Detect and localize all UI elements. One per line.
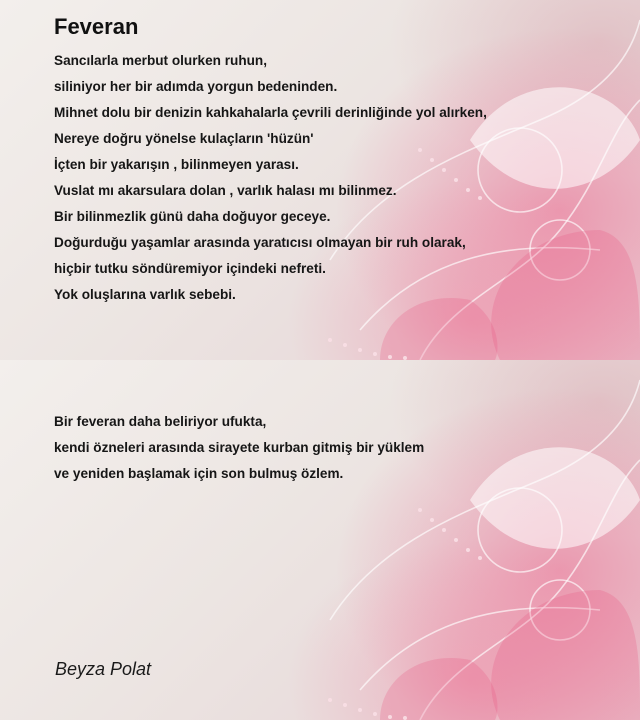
- poem-line: siliniyor her bir adımda yorgun bedeninden.: [54, 79, 338, 94]
- poem-line: Mihnet dolu bir denizin kahkahalarla çevrili derinliğinde yol alırken,: [54, 105, 487, 120]
- poem-line: hiçbir tutku söndüremiyor içindeki nefreti.: [54, 261, 326, 276]
- poem-line: Yok oluşlarına varlık sebebi.: [54, 287, 236, 302]
- poem-line: ve yeniden başlamak için son bulmuş özlem.: [54, 466, 344, 481]
- poem-line: Bir feveran daha beliriyor ufukta,: [54, 414, 267, 429]
- stanza-one: [54, 48, 487, 308]
- poem-title: Feveran: [54, 14, 139, 39]
- poem-author: Beyza Polat: [55, 659, 152, 679]
- stanza-two: [54, 409, 424, 487]
- poem-line: Nereye doğru yönelse kulaçların 'hüzün': [54, 131, 314, 146]
- poem-line: Bir bilinmezlik günü daha doğuyor geceye.: [54, 209, 331, 224]
- poem-card-bottom: [0, 360, 640, 720]
- poem-line: Vuslat mı akarsulara dolan , varlık halası mı bilinmez.: [54, 183, 397, 198]
- poem-line: İçten bir yakarışın , bilinmeyen yarası.: [54, 157, 299, 172]
- poem-line: kendi özneleri arasında sirayete kurban gitmiş bir yüklem: [54, 440, 425, 455]
- poem-line: Doğurduğu yaşamlar arasında yaratıcısı olmayan bir ruh olarak,: [54, 235, 466, 250]
- poem-line: Sancılarla merbut olurken ruhun,: [54, 53, 268, 68]
